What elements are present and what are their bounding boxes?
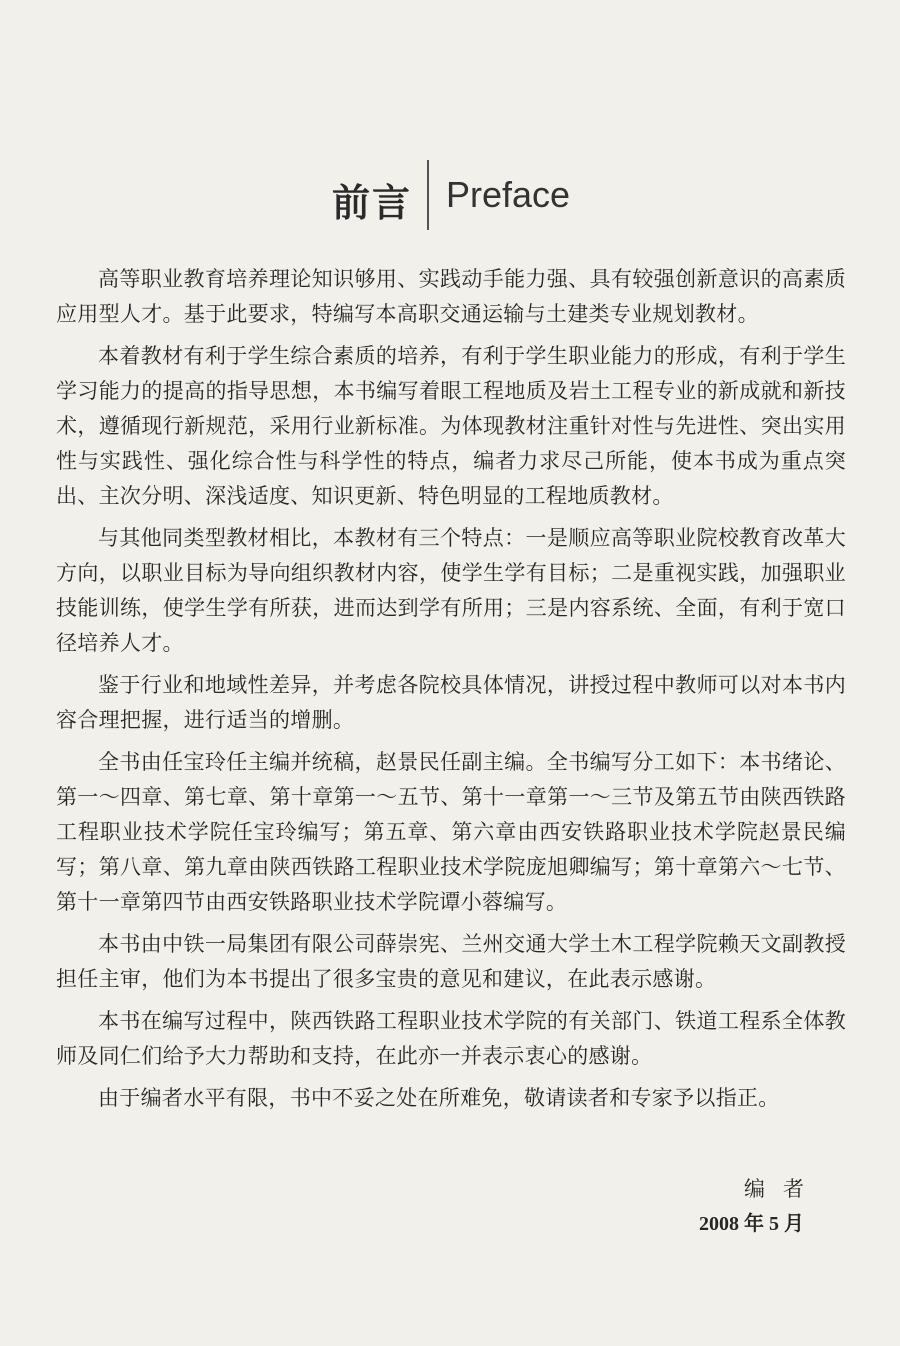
paragraph: 本书由中铁一局集团有限公司薛崇宪、兰州交通大学土木工程学院赖天文副教授担任主审，他们为本书提出了很多宝贵的意见和建议，在此表示感谢。 xyxy=(56,932,846,991)
paragraph: 鉴于行业和地域性差异，并考虑各院校具体情况，讲授过程中教师可以对本书内容合理把握，进行适当的增删。 xyxy=(56,673,846,732)
paragraph: 高等职业教育培养理论知识够用、实践动手能力强、具有较强创新意识的高素质应用型人才。基于此要求，特编写本高职交通运输与土建类专业规划教材。 xyxy=(56,267,846,326)
signature-block xyxy=(699,1172,822,1242)
paragraph: 由于编者水平有限，书中不妥之处在所难免，敬请读者和专家予以指正。 xyxy=(98,1086,780,1110)
paragraph: 本着教材有利于学生综合素质的培养，有利于学生职业能力的形成，有利于学生学习能力的提高的指导思想，本书编写着眼工程地质及岩土工程专业的新成就和新技术，遵循现行新规范，采用行业新标准。为体现教材注重针对性与先进性、突出实用性与实践性、强化综合性与科学性的特点，编者力求尽己所能，使本书成为重点突出、主次分明、深浅适度、知识更新、特色明显的工程地质教材。 xyxy=(56,344,846,508)
page-title-chinese: 前言 xyxy=(332,181,413,225)
signature-date: 2008 年 5 月 xyxy=(699,1213,804,1235)
page-header xyxy=(0,160,900,240)
paragraph: 本书在编写过程中，陕西铁路工程职业技术学院的有关部门、铁道工程系全体教师及同仁们给予大力帮助和支持，在此亦一并表示衷心的感谢。 xyxy=(56,1009,846,1068)
paragraph: 与其他同类型教材相比，本教材有三个特点：一是顺应高等职业院校教育改革大方向，以职业目标为导向组织教材内容，使学生学有目标；二是重视实践，加强职业技能训练，使学生学有所获，进而达到学有所用；三是内容系统、全面，有利于宽口径培养人才。 xyxy=(56,526,846,655)
title-divider xyxy=(427,160,429,230)
paragraph: 全书由任宝玲任主编并统稿，赵景民任副主编。全书编写分工如下：本书绪论、第一～四章、第七章、第十章第一～五节、第十一章第一～三节及第五节由陕西铁路工程职业技术学院任宝玲编写；第五章、第六章由西安铁路职业技术学院赵景民编写；第八章、第九章由陕西铁路工程职业技术学院庞旭卿编写；第十章第六～七节、第十一章第四节由西安铁路职业技术学院谭小蓉编写。 xyxy=(56,750,846,914)
preface-body xyxy=(56,262,846,1123)
author-signature: 编者 xyxy=(744,1177,822,1201)
page-title-english: Preface xyxy=(446,174,571,215)
